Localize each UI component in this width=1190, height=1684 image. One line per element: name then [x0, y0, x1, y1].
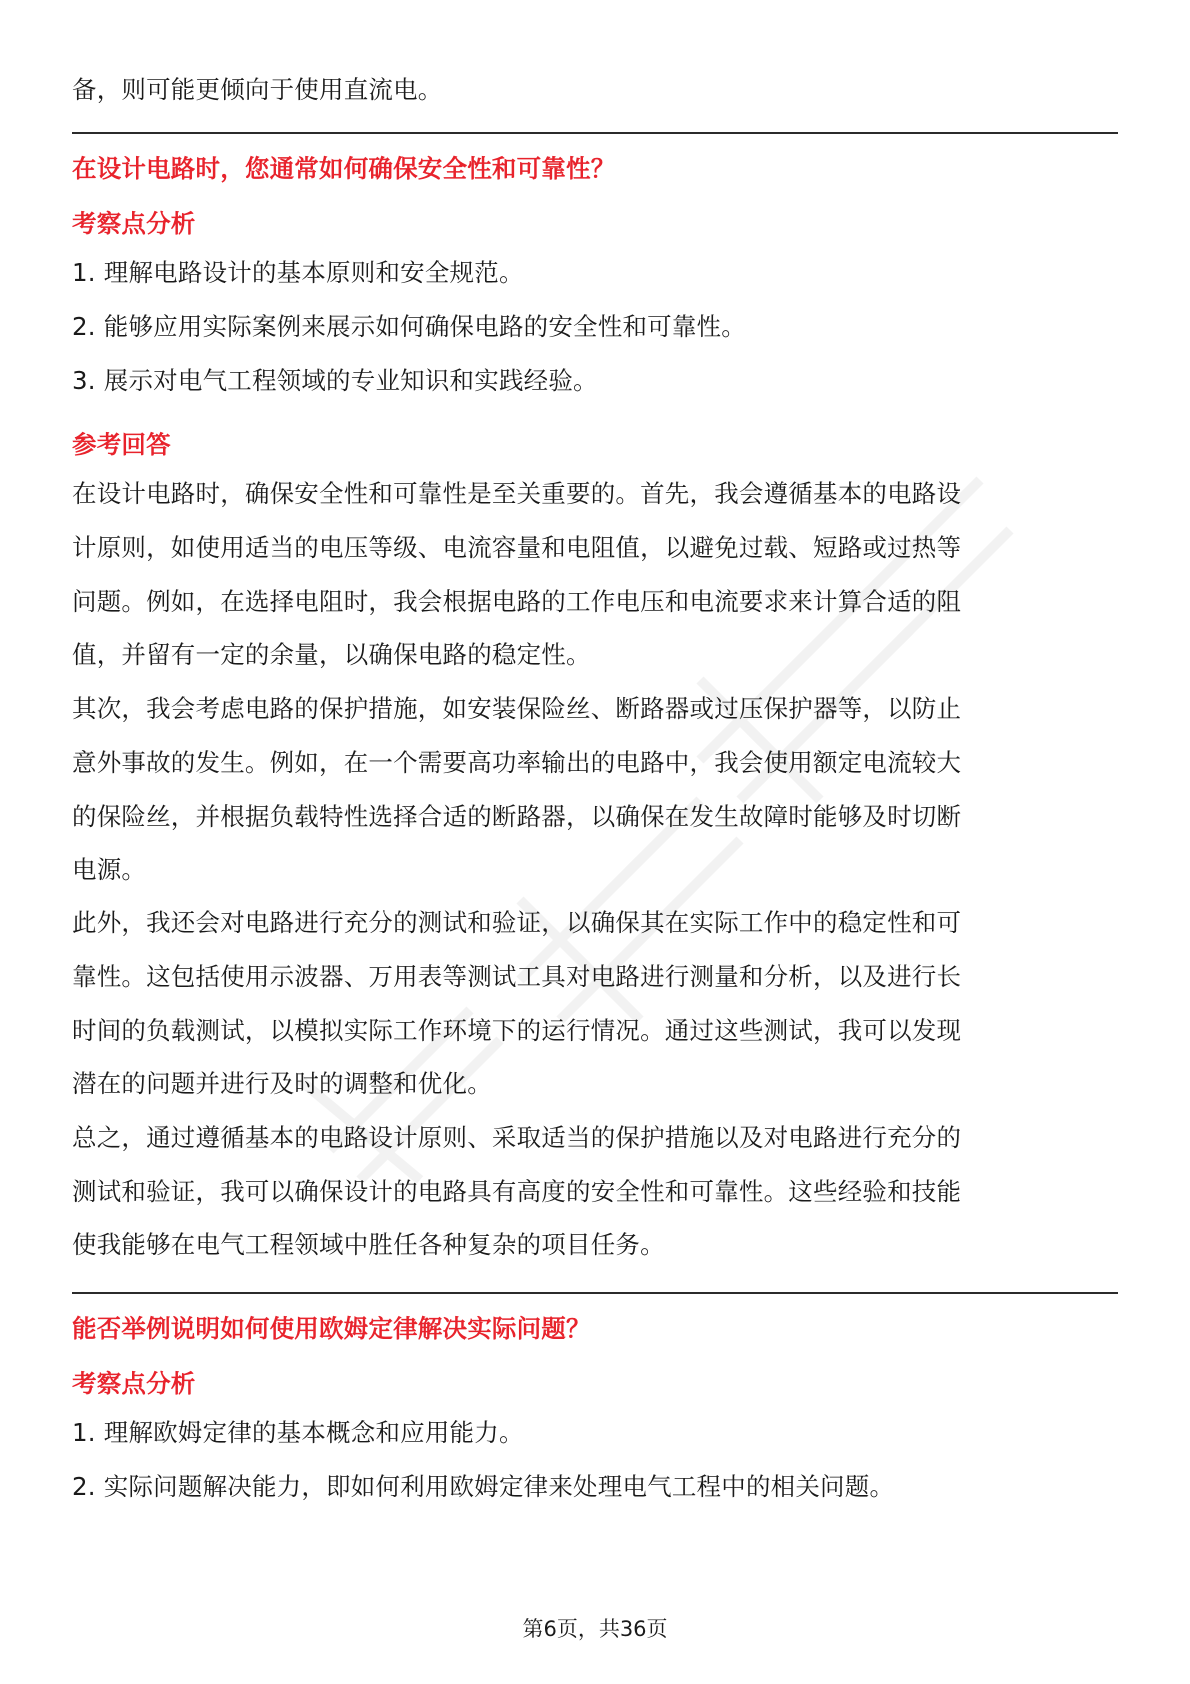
answer-line: 在设计电路时，确保安全性和可靠性是至关重要的。首先，我会遵循基本的电路设	[72, 479, 962, 508]
section-divider	[72, 1292, 1118, 1294]
analysis-heading: 考察点分析	[72, 209, 196, 238]
analysis-item: 1. 理解电路设计的基本原则和安全规范。	[72, 258, 524, 287]
answer-heading: 参考回答	[72, 430, 171, 459]
answer-line: 测试和验证，我可以确保设计的电路具有高度的安全性和可靠性。这些经验和技能	[72, 1177, 962, 1206]
answer-line: 其次，我会考虑电路的保护措施，如安装保险丝、断路器或过压保护器等，以防止	[72, 694, 962, 723]
question-heading: 能否举例说明如何使用欧姆定律解决实际问题？	[72, 1314, 591, 1343]
answer-line: 电源。	[72, 855, 147, 884]
analysis-heading: 考察点分析	[72, 1369, 196, 1398]
answer-line: 的保险丝，并根据负载特性选择合适的断路器，以确保在发生故障时能够及时切断	[72, 802, 962, 831]
answer-line: 此外，我还会对电路进行充分的测试和验证，以确保其在实际工作中的稳定性和可	[72, 908, 962, 937]
answer-line: 时间的负载测试，以模拟实际工作环境下的运行情况。通过这些测试，我可以发现	[72, 1016, 962, 1045]
analysis-item: 2. 能够应用实际案例来展示如何确保电路的安全性和可靠性。	[72, 312, 746, 341]
page-number: 第6页，共36页	[522, 1617, 668, 1641]
answer-line: 潜在的问题并进行及时的调整和优化。	[72, 1069, 492, 1098]
analysis-item: 3. 展示对电气工程领域的专业知识和实践经验。	[72, 366, 598, 395]
analysis-item: 2. 实际问题解决能力，即如何利用欧姆定律来处理电气工程中的相关问题。	[72, 1472, 895, 1501]
answer-line: 使我能够在电气工程领域中胜任各种复杂的项目任务。	[72, 1230, 665, 1259]
answer-line: 靠性。这包括使用示波器、万用表等测试工具对电路进行测量和分析，以及进行长	[72, 962, 962, 991]
section-divider	[72, 132, 1118, 134]
continued-text: 备，则可能更倾向于使用直流电。	[72, 75, 443, 104]
question-heading: 在设计电路时，您通常如何确保安全性和可靠性？	[72, 154, 616, 183]
answer-line: 值，并留有一定的余量，以确保电路的稳定性。	[72, 640, 591, 669]
answer-line: 问题。例如，在选择电阻时，我会根据电路的工作电压和电流要求来计算合适的阻	[72, 587, 962, 616]
answer-line: 意外事故的发生。例如，在一个需要高功率输出的电路中，我会使用额定电流较大	[72, 748, 962, 777]
analysis-item: 1. 理解欧姆定律的基本概念和应用能力。	[72, 1418, 524, 1447]
answer-line: 计原则，如使用适当的电压等级、电流容量和电阻值，以避免过载、短路或过热等	[72, 533, 962, 562]
answer-line: 总之，通过遵循基本的电路设计原则、采取适当的保护措施以及对电路进行充分的	[72, 1123, 962, 1152]
